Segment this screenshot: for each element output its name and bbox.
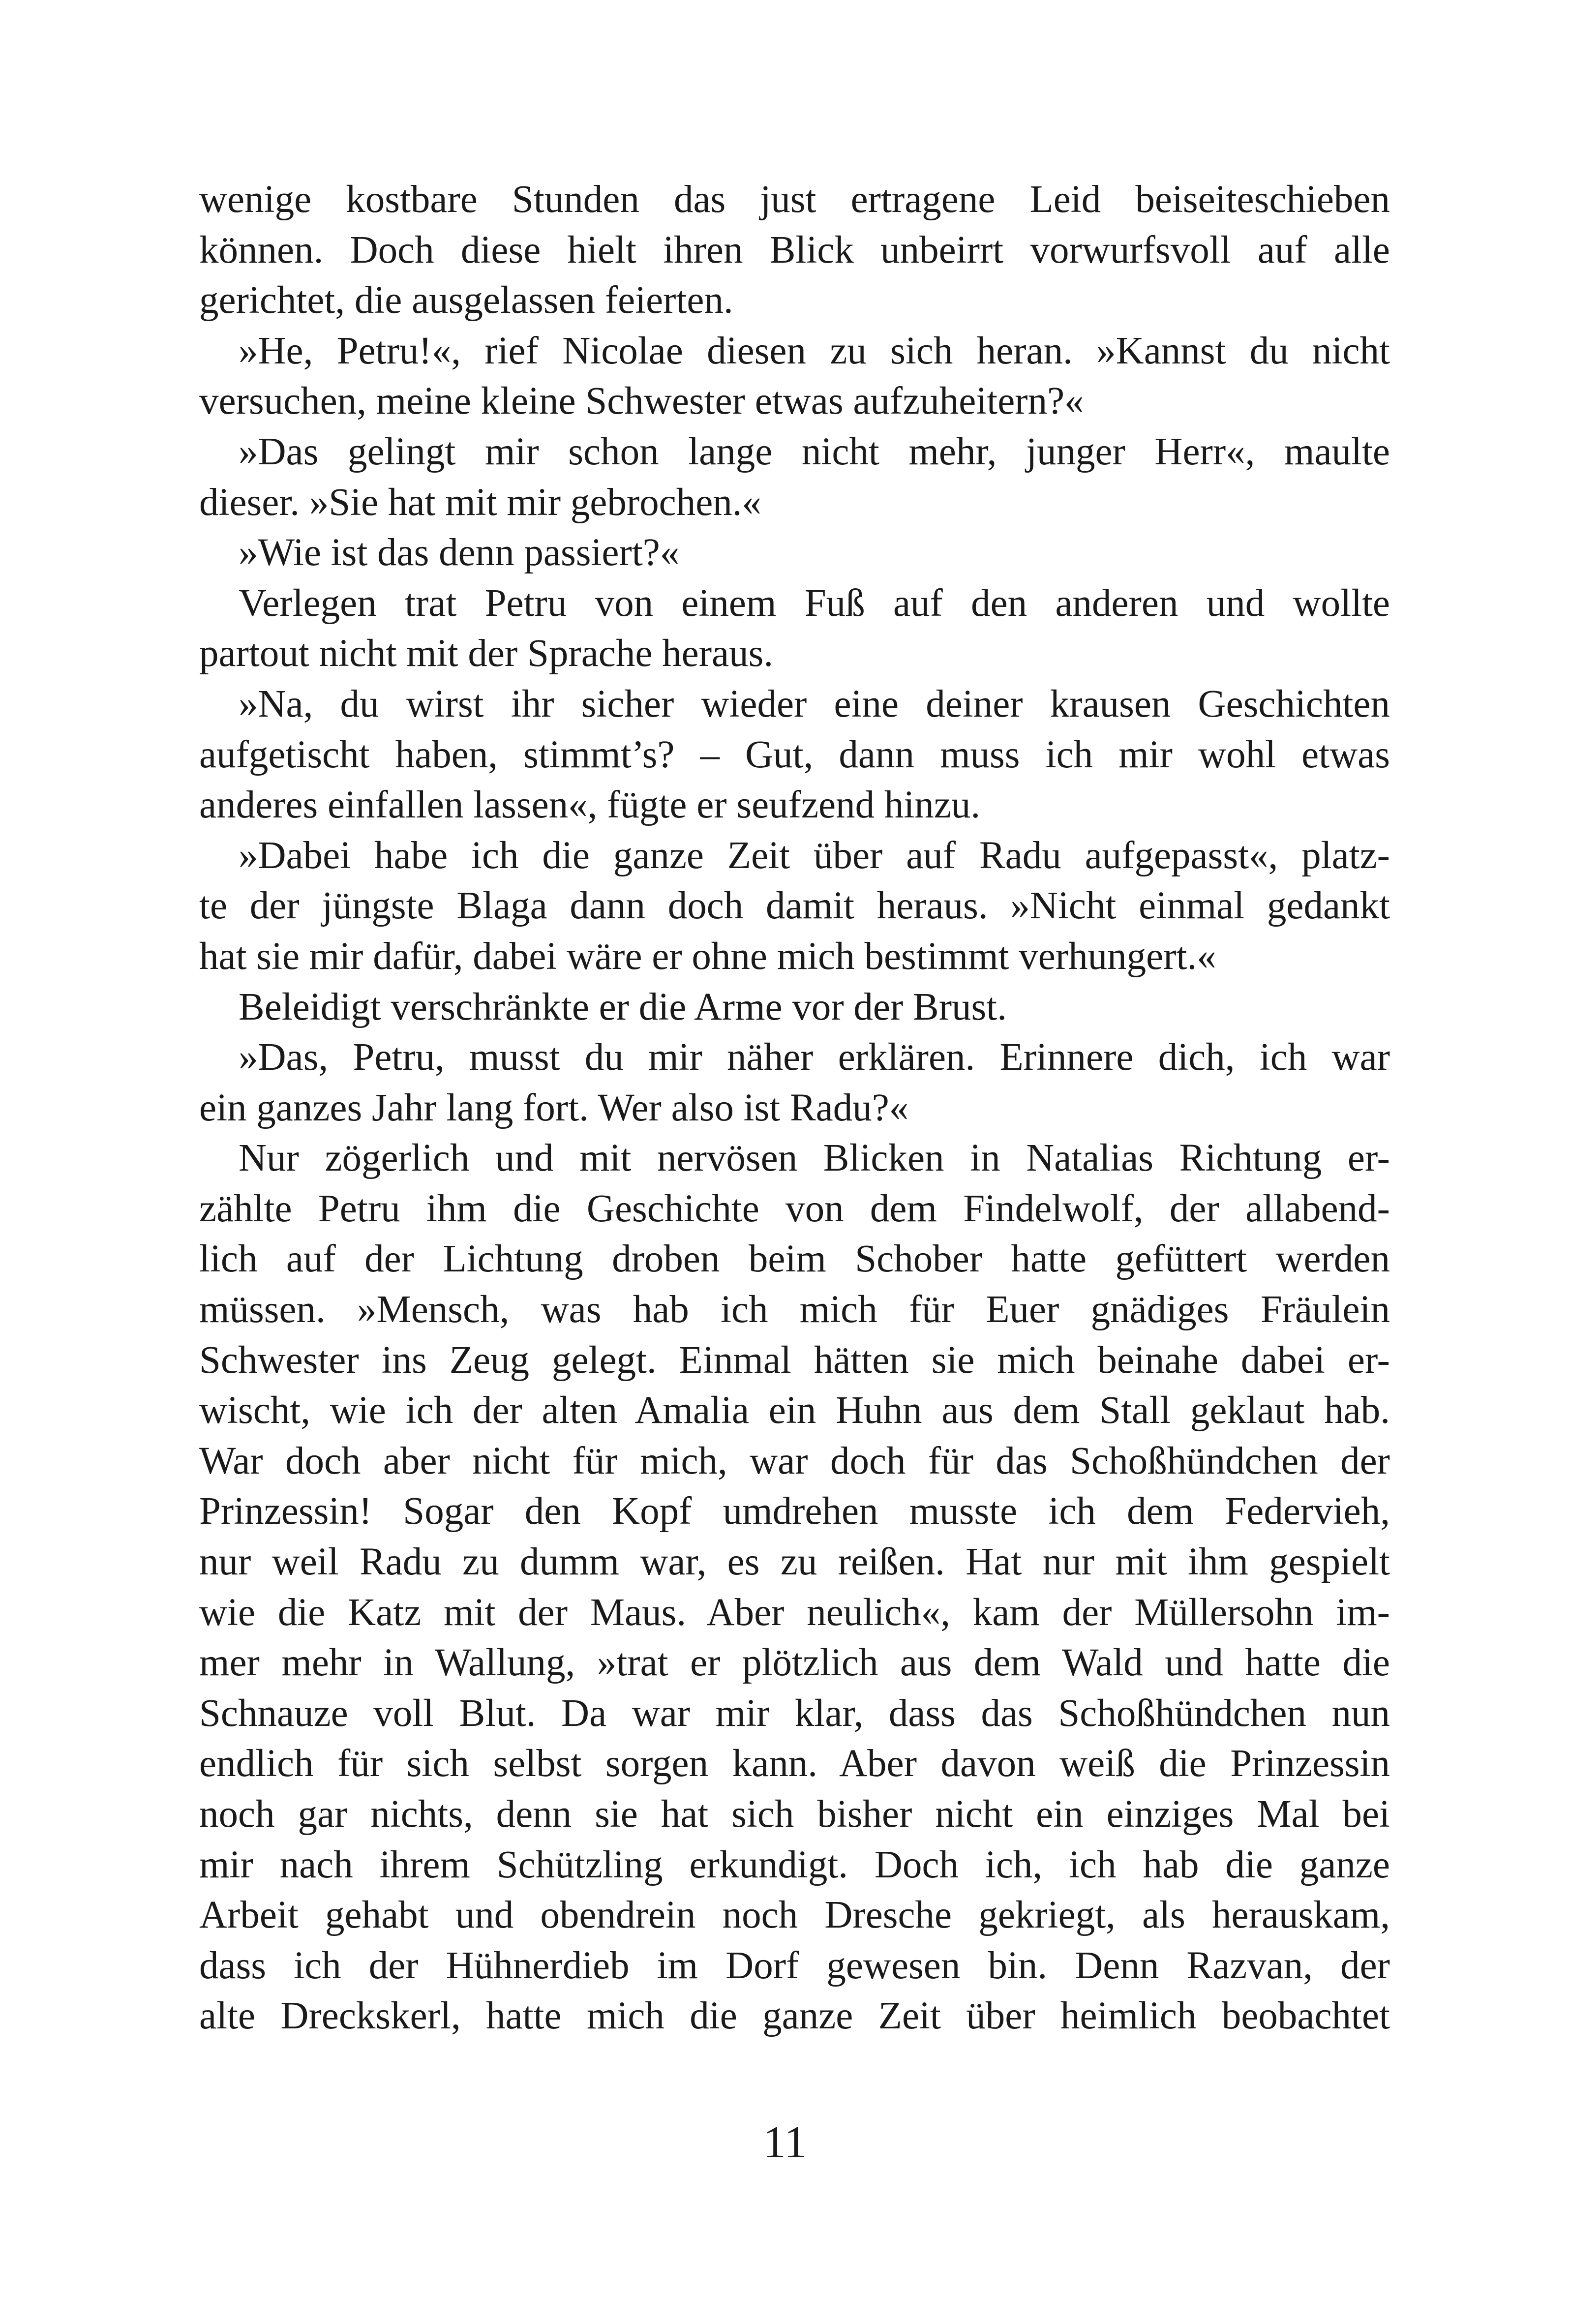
text-line: Nur zögerlich und mit nervösen Blicken in Natalias Richtung er-	[239, 1137, 1390, 1180]
text-line: endlich für sich selbst sorgen kann. Aber davon weiß die Prinzessin	[199, 1742, 1390, 1785]
text-line: »He, Petru!«, rief Nicolae diesen zu sich heran. »Kannst du nicht	[239, 329, 1390, 372]
text-line: noch gar nichts, denn sie hat sich bisher nicht ein einziges Mal bei	[199, 1793, 1390, 1836]
body-text	[199, 175, 1390, 2042]
text-line: alte Dreckskerl, hatte mich die ganze Zeit über heimlich beobachtet	[199, 1994, 1390, 2038]
text-line: partout nicht mit der Sprache heraus.	[199, 632, 774, 675]
text-line: müssen. »Mensch, was hab ich mich für Euer gnädiges Fräulein	[199, 1288, 1390, 1331]
text-line: Prinzessin! Sogar den Kopf umdrehen musste ich dem Federvieh,	[199, 1490, 1390, 1533]
page-number: 11	[763, 2117, 807, 2167]
text-line: versuchen, meine kleine Schwester etwas aufzuheitern?«	[199, 380, 1084, 423]
text-line: wischt, wie ich der alten Amalia ein Huhn aus dem Stall geklaut hab.	[199, 1389, 1390, 1432]
text-line: wie die Katz mit der Maus. Aber neulich«, kam der Müllersohn im-	[199, 1591, 1390, 1634]
text-line: zählte Petru ihm die Geschichte von dem Findelwolf, der allabend-	[199, 1187, 1390, 1230]
text-line: »Wie ist das denn passiert?«	[239, 531, 680, 574]
text-line: »Dabei habe ich die ganze Zeit über auf Radu aufgepasst«, platz-	[239, 834, 1390, 877]
text-line: anderes einfallen lassen«, fügte er seufzend hinzu.	[199, 784, 981, 827]
text-line: te der jüngste Blaga dann doch damit heraus. »Nicht einmal gedankt	[199, 884, 1390, 928]
text-line: »Das gelingt mir schon lange nicht mehr, junger Herr«, maulte	[239, 430, 1390, 473]
text-line: nur weil Radu zu dumm war, es zu reißen. Hat nur mit ihm gespielt	[199, 1540, 1390, 1584]
text-line: Verlegen trat Petru von einem Fuß auf den anderen und wollte	[239, 581, 1390, 625]
text-line: War doch aber nicht für mich, war doch für das Schoßhündchen der	[199, 1439, 1390, 1482]
text-line: ein ganzes Jahr lang fort. Wer also ist Radu?«	[199, 1086, 909, 1129]
text-line: mer mehr in Wallung, »trat er plötzlich aus dem Wald und hatte die	[199, 1641, 1390, 1685]
text-line: aufgetischt haben, stimmt’s? – Gut, dann muss ich mir wohl etwas	[199, 733, 1390, 776]
text-line: mir nach ihrem Schützling erkundigt. Doch ich, ich hab die ganze	[199, 1843, 1390, 1886]
text-line: »Na, du wirst ihr sicher wieder eine deiner krausen Geschichten	[239, 682, 1390, 725]
text-line: Schwester ins Zeug gelegt. Einmal hätten sie mich beinahe dabei er-	[199, 1338, 1390, 1382]
text-line: gerichtet, die ausgelassen feierten.	[199, 279, 733, 322]
text-line: wenige kostbare Stunden das just ertragene Leid beiseiteschieben	[199, 178, 1390, 221]
text-line: dieser. »Sie hat mit mir gebrochen.«	[199, 481, 762, 524]
text-line: dass ich der Hühnerdieb im Dorf gewesen bin. Denn Razvan, der	[199, 1944, 1390, 1987]
text-line: »Das, Petru, musst du mir näher erklären. Erinnere dich, ich war	[239, 1036, 1390, 1079]
text-line: hat sie mir dafür, dabei wäre er ohne mich bestimmt verhungert.«	[199, 935, 1216, 978]
text-line: Arbeit gehabt und obendrein noch Dresche gekriegt, als herauskam,	[199, 1894, 1390, 1937]
text-line: Beleidigt verschränkte er die Arme vor der Brust.	[239, 985, 1007, 1028]
text-line: lich auf der Lichtung droben beim Schober hatte gefüttert werden	[199, 1237, 1390, 1281]
text-line: Schnauze voll Blut. Da war mir klar, dass das Schoßhündchen nun	[199, 1691, 1390, 1735]
text-line: können. Doch diese hielt ihren Blick unbeirrt vorwurfsvoll auf alle	[199, 228, 1390, 272]
